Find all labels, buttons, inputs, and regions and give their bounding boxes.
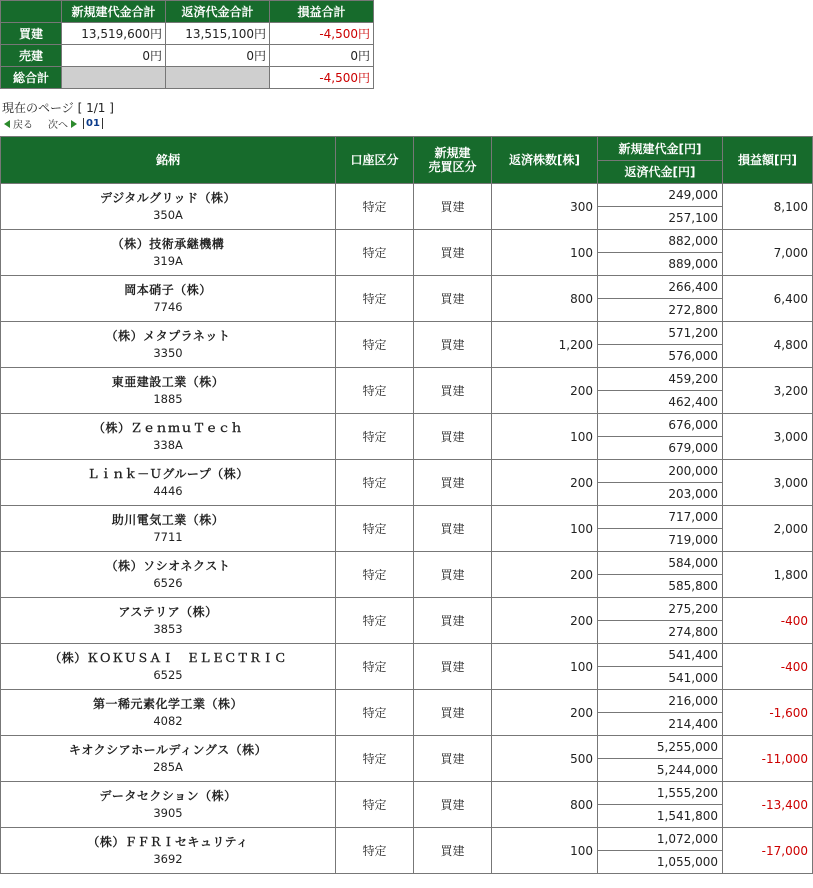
stock-name: 助川電気工業（株） xyxy=(111,512,225,527)
close-amount: 679,000 xyxy=(598,437,723,460)
current-page-info: 現在のページ [ 1/1 ] xyxy=(2,101,114,115)
position-row xyxy=(1,184,813,207)
summary-close-total: 0円 xyxy=(166,45,270,67)
close-quantity: 100 xyxy=(492,828,598,874)
stock-cell xyxy=(1,552,336,598)
new-amount: 216,000 xyxy=(598,690,723,713)
prev-page-label: 戻る xyxy=(13,120,33,131)
profit-loss: 7,000 xyxy=(723,230,813,276)
stock-code: 7746 xyxy=(153,299,183,314)
close-amount: 889,000 xyxy=(598,253,723,276)
close-quantity: 200 xyxy=(492,368,598,414)
new-amount: 571,200 xyxy=(598,322,723,345)
trade-side: 買建 xyxy=(414,276,492,322)
close-quantity: 500 xyxy=(492,736,598,782)
stock-name: 東亜建設工業（株） xyxy=(111,374,225,389)
page-number-link[interactable]: 01 xyxy=(83,118,103,129)
close-quantity: 300 xyxy=(492,184,598,230)
stock-code: 6525 xyxy=(153,667,183,682)
stock-code: 4446 xyxy=(153,483,183,498)
stock-code: 1885 xyxy=(153,391,183,406)
position-row xyxy=(1,276,813,299)
account-type: 特定 xyxy=(336,184,414,230)
close-amount: 576,000 xyxy=(598,345,723,368)
position-row xyxy=(1,598,813,621)
stock-name: （株）メタプラネット xyxy=(105,328,231,343)
position-row xyxy=(1,828,813,851)
new-amount: 5,255,000 xyxy=(598,736,723,759)
close-amount: 5,244,000 xyxy=(598,759,723,782)
positions-header-row-1 xyxy=(1,137,813,161)
profit-loss: -400 xyxy=(723,644,813,690)
stock-name: アステリア（株） xyxy=(118,604,218,619)
profit-loss: 8,100 xyxy=(723,184,813,230)
profit-loss: 4,800 xyxy=(723,322,813,368)
stock-code: 285A xyxy=(153,759,183,774)
summary-new-total: 13,519,600円 xyxy=(62,23,166,45)
profit-loss: -1,600 xyxy=(723,690,813,736)
stock-cell xyxy=(1,506,336,552)
trade-side: 買建 xyxy=(414,690,492,736)
trade-side: 買建 xyxy=(414,828,492,874)
account-type: 特定 xyxy=(336,598,414,644)
position-row xyxy=(1,322,813,345)
account-type: 特定 xyxy=(336,736,414,782)
summary-row-sell xyxy=(1,45,374,67)
account-type: 特定 xyxy=(336,782,414,828)
stock-code: 319A xyxy=(153,253,183,268)
trade-side: 買建 xyxy=(414,230,492,276)
stock-cell xyxy=(1,782,336,828)
position-row xyxy=(1,230,813,253)
trade-side: 買建 xyxy=(414,368,492,414)
summary-new-total: 0円 xyxy=(62,45,166,67)
summary-header-close-total: 返済代金合計 xyxy=(166,1,270,23)
stock-cell xyxy=(1,828,336,874)
summary-header-new-total: 新規建代金合計 xyxy=(62,1,166,23)
account-type: 特定 xyxy=(336,276,414,322)
close-quantity: 800 xyxy=(492,276,598,322)
position-row xyxy=(1,782,813,805)
summary-grand-total-pl: -4,500円 xyxy=(270,67,374,89)
stock-cell xyxy=(1,460,336,506)
close-amount: 214,400 xyxy=(598,713,723,736)
close-amount: 462,400 xyxy=(598,391,723,414)
new-amount: 1,555,200 xyxy=(598,782,723,805)
account-type: 特定 xyxy=(336,460,414,506)
header-close-price: 返済代金[円] xyxy=(598,161,723,184)
close-quantity: 100 xyxy=(492,230,598,276)
stock-code: 6526 xyxy=(153,575,183,590)
trade-side: 買建 xyxy=(414,552,492,598)
header-side-line1: 新規建 xyxy=(434,146,471,160)
new-amount: 275,200 xyxy=(598,598,723,621)
stock-name: （株）ＫＯＫＵＳＡＩ ＥＬＥＣＴＲＩＣ xyxy=(49,650,287,665)
profit-loss: 6,400 xyxy=(723,276,813,322)
stock-code: 350A xyxy=(153,207,183,222)
account-type: 特定 xyxy=(336,506,414,552)
close-quantity: 1,200 xyxy=(492,322,598,368)
stock-cell xyxy=(1,414,336,460)
trade-side: 買建 xyxy=(414,322,492,368)
close-quantity: 200 xyxy=(492,552,598,598)
profit-loss: 3,000 xyxy=(723,414,813,460)
stock-cell xyxy=(1,690,336,736)
new-amount: 200,000 xyxy=(598,460,723,483)
stock-code: 3853 xyxy=(153,621,183,636)
new-amount: 882,000 xyxy=(598,230,723,253)
stock-code: 3905 xyxy=(153,805,183,820)
header-new-price: 新規建代金[円] xyxy=(598,137,723,161)
header-side-line2: 売買区分 xyxy=(428,160,477,174)
close-quantity: 200 xyxy=(492,460,598,506)
stock-cell xyxy=(1,368,336,414)
summary-table xyxy=(0,0,374,89)
trade-side: 買建 xyxy=(414,598,492,644)
position-row xyxy=(1,644,813,667)
stock-name: データセクション（株） xyxy=(99,788,237,803)
trade-side: 買建 xyxy=(414,782,492,828)
stock-code: 3350 xyxy=(153,345,183,360)
stock-code: 7711 xyxy=(153,529,183,544)
stock-name: キオクシアホールディングス（株） xyxy=(68,742,268,757)
close-quantity: 100 xyxy=(492,414,598,460)
profit-loss: 3,200 xyxy=(723,368,813,414)
stock-code: 3692 xyxy=(153,851,183,866)
summary-row-grand-total xyxy=(1,67,374,89)
account-type: 特定 xyxy=(336,690,414,736)
stock-name: （株）ＺｅｎｍｕＴｅｃｈ xyxy=(92,420,243,435)
trade-side: 買建 xyxy=(414,736,492,782)
trade-side: 買建 xyxy=(414,460,492,506)
summary-pl: 0円 xyxy=(270,45,374,67)
summary-row-buy xyxy=(1,23,374,45)
profit-loss: -400 xyxy=(723,598,813,644)
profit-loss: 1,800 xyxy=(723,552,813,598)
close-amount: 274,800 xyxy=(598,621,723,644)
stock-name: デジタルグリッド（株） xyxy=(99,190,237,205)
pagination xyxy=(2,116,103,131)
close-amount: 203,000 xyxy=(598,483,723,506)
new-amount: 676,000 xyxy=(598,414,723,437)
prev-page-link[interactable] xyxy=(4,116,33,131)
summary-close-total: 13,515,100円 xyxy=(166,23,270,45)
profit-loss: -17,000 xyxy=(723,828,813,874)
profit-loss: -11,000 xyxy=(723,736,813,782)
profit-loss: -13,400 xyxy=(723,782,813,828)
account-type: 特定 xyxy=(336,414,414,460)
close-quantity: 800 xyxy=(492,782,598,828)
close-amount: 1,055,000 xyxy=(598,851,723,874)
new-amount: 584,000 xyxy=(598,552,723,575)
close-amount: 585,800 xyxy=(598,575,723,598)
position-row xyxy=(1,552,813,575)
stock-name: 第一稀元素化学工業（株） xyxy=(92,696,243,711)
stock-cell xyxy=(1,322,336,368)
close-amount: 1,541,800 xyxy=(598,805,723,828)
header-side xyxy=(414,137,492,184)
trade-side: 買建 xyxy=(414,184,492,230)
triangle-right-icon xyxy=(71,120,77,128)
summary-header-pl: 損益合計 xyxy=(270,1,374,23)
account-type: 特定 xyxy=(336,230,414,276)
header-pl: 損益額[円] xyxy=(723,137,813,184)
summary-pl: -4,500円 xyxy=(270,23,374,45)
new-amount: 717,000 xyxy=(598,506,723,529)
summary-corner xyxy=(1,1,62,23)
close-amount: 719,000 xyxy=(598,529,723,552)
close-amount: 257,100 xyxy=(598,207,723,230)
new-amount: 266,400 xyxy=(598,276,723,299)
stock-name: （株）ＦＦＲＩセキュリティ xyxy=(87,834,249,849)
trade-side: 買建 xyxy=(414,414,492,460)
next-page-link[interactable] xyxy=(48,116,77,131)
new-amount: 541,400 xyxy=(598,644,723,667)
account-type: 特定 xyxy=(336,828,414,874)
close-amount: 541,000 xyxy=(598,667,723,690)
new-amount: 459,200 xyxy=(598,368,723,391)
stock-name: （株）技術承継機構 xyxy=(111,236,225,251)
account-type: 特定 xyxy=(336,368,414,414)
summary-header-row xyxy=(1,1,374,23)
stock-code: 4082 xyxy=(153,713,183,728)
profit-loss: 3,000 xyxy=(723,460,813,506)
stock-cell xyxy=(1,598,336,644)
positions-table xyxy=(0,136,813,874)
stock-name: 岡本硝子（株） xyxy=(124,282,212,297)
stock-cell xyxy=(1,276,336,322)
summary-row-label: 買建 xyxy=(1,23,62,45)
close-amount: 272,800 xyxy=(598,299,723,322)
header-qty: 返済株数[株] xyxy=(492,137,598,184)
new-amount: 1,072,000 xyxy=(598,828,723,851)
profit-loss: 2,000 xyxy=(723,506,813,552)
close-quantity: 100 xyxy=(492,644,598,690)
stock-cell xyxy=(1,644,336,690)
stock-code: 338A xyxy=(153,437,183,452)
position-row xyxy=(1,414,813,437)
position-row xyxy=(1,690,813,713)
account-type: 特定 xyxy=(336,322,414,368)
position-row xyxy=(1,368,813,391)
account-type: 特定 xyxy=(336,552,414,598)
trade-side: 買建 xyxy=(414,644,492,690)
stock-cell xyxy=(1,736,336,782)
stock-name: Ｌｉｎｋ－Ｕグループ（株） xyxy=(87,466,249,481)
close-quantity: 200 xyxy=(492,690,598,736)
header-account: 口座区分 xyxy=(336,137,414,184)
stock-name: （株）ソシオネクスト xyxy=(105,558,231,573)
positions-body xyxy=(1,184,813,874)
trade-side: 買建 xyxy=(414,506,492,552)
position-row xyxy=(1,460,813,483)
summary-empty-cell xyxy=(166,67,270,89)
stock-cell xyxy=(1,230,336,276)
close-quantity: 100 xyxy=(492,506,598,552)
account-type: 特定 xyxy=(336,644,414,690)
close-quantity: 200 xyxy=(492,598,598,644)
triangle-left-icon xyxy=(4,120,10,128)
new-amount: 249,000 xyxy=(598,184,723,207)
summary-empty-cell xyxy=(62,67,166,89)
summary-row-label: 総合計 xyxy=(1,67,62,89)
next-page-label: 次へ xyxy=(48,120,68,131)
stock-cell xyxy=(1,184,336,230)
header-name: 銘柄 xyxy=(1,137,336,184)
position-row xyxy=(1,506,813,529)
position-row xyxy=(1,736,813,759)
summary-row-label: 売建 xyxy=(1,45,62,67)
